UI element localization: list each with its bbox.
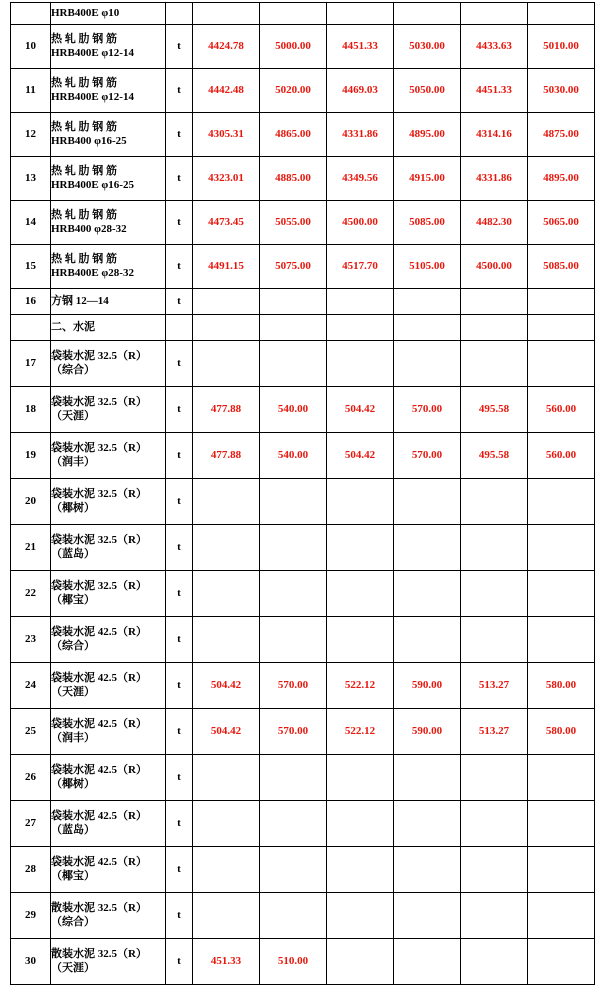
price-cell [528,571,595,617]
table-row [11,801,595,847]
price-cell: 540.00 [260,433,327,479]
material-name-cell [51,847,166,893]
unit-cell: t [166,663,193,709]
price-cell [394,801,461,847]
material-name-line2: （天涯） [51,685,95,698]
price-cell [327,617,394,663]
table-row [11,479,595,525]
row-number: 23 [11,617,51,663]
material-name-line2: HRB400E φ16-25 [51,178,134,191]
price-cell: 5050.00 [394,69,461,113]
price-cell [528,939,595,985]
price-cell: 4915.00 [394,157,461,201]
material-name-cell [51,433,166,479]
price-cell: 4500.00 [327,201,394,245]
table-row [11,939,595,985]
material-name-line1: 热 轧 肋 钢 筋 [51,120,117,133]
row-number: 22 [11,571,51,617]
material-name-line1: 袋装水泥 32.5（R） [51,579,147,592]
unit-cell: t [166,847,193,893]
price-cell: 522.12 [327,709,394,755]
price-cell [260,525,327,571]
price-cell [327,847,394,893]
row-number: 13 [11,157,51,201]
price-cell: 477.88 [193,387,260,433]
price-cell: 4451.33 [327,25,394,69]
table-row [11,525,595,571]
material-name-line1: 袋装水泥 32.5（R） [51,349,147,362]
price-cell [260,617,327,663]
price-cell: 5075.00 [260,245,327,289]
table-row [11,201,595,245]
price-cell: 4895.00 [394,113,461,157]
price-cell [461,617,528,663]
price-cell [260,755,327,801]
price-cell [461,479,528,525]
material-price-table [10,2,595,985]
price-cell: 4482.30 [461,201,528,245]
unit-cell: t [166,113,193,157]
price-cell [193,525,260,571]
price-cell: 4491.15 [193,245,260,289]
price-cell [461,315,528,341]
material-name-line2: HRB400E φ12-14 [51,90,134,103]
price-cell: 570.00 [260,663,327,709]
material-name-line2: （综合） [51,363,95,376]
row-number [11,3,51,25]
price-cell: 504.42 [327,387,394,433]
material-name-cell [51,341,166,387]
row-number: 17 [11,341,51,387]
price-cell: 4895.00 [528,157,595,201]
material-name-line1: HRB400E φ10 [51,6,120,19]
unit-cell: t [166,25,193,69]
price-cell [327,801,394,847]
price-cell [193,617,260,663]
price-cell: 513.27 [461,709,528,755]
price-cell: 560.00 [528,387,595,433]
material-name-line1: 袋装水泥 32.5（R） [51,441,147,454]
price-cell [193,3,260,25]
price-cell [193,801,260,847]
table-row [11,663,595,709]
unit-cell: t [166,69,193,113]
table-row [11,433,595,479]
material-name-cell [51,201,166,245]
price-cell [327,571,394,617]
material-name-line2: HRB400E φ28-32 [51,266,134,279]
price-cell [528,479,595,525]
material-name-line1: 袋装水泥 42.5（R） [51,717,147,730]
table-row [11,847,595,893]
price-cell [394,617,461,663]
price-cell: 4473.45 [193,201,260,245]
price-cell: 495.58 [461,433,528,479]
price-cell [528,289,595,315]
price-cell: 540.00 [260,387,327,433]
unit-cell: t [166,525,193,571]
material-name-line1: 袋装水泥 32.5（R） [51,487,147,500]
row-number: 11 [11,69,51,113]
table-row [11,709,595,755]
price-cell [528,3,595,25]
table-row [11,315,595,341]
price-cell: 4885.00 [260,157,327,201]
price-cell [461,893,528,939]
price-cell [394,571,461,617]
price-cell: 590.00 [394,709,461,755]
unit-cell: t [166,571,193,617]
material-name-line2: （天涯） [51,961,95,974]
price-cell [327,755,394,801]
price-cell [528,801,595,847]
price-cell: 5085.00 [394,201,461,245]
price-cell [528,315,595,341]
material-name-line1: 热 轧 肋 钢 筋 [51,164,117,177]
row-number: 14 [11,201,51,245]
table-row [11,571,595,617]
material-name-line1: 袋装水泥 32.5（R） [51,395,147,408]
row-number: 30 [11,939,51,985]
table-row [11,69,595,113]
price-cell: 5000.00 [260,25,327,69]
table-row [11,755,595,801]
table-body [11,3,595,985]
price-cell [327,315,394,341]
material-name-line2: （综合） [51,639,95,652]
price-cell: 4433.63 [461,25,528,69]
material-name-line1: 散装水泥 32.5（R） [51,901,147,914]
price-cell: 5020.00 [260,69,327,113]
price-cell [260,479,327,525]
price-cell [461,525,528,571]
price-cell: 560.00 [528,433,595,479]
price-cell: 580.00 [528,709,595,755]
price-cell [260,315,327,341]
material-name-line1: 袋装水泥 42.5（R） [51,763,147,776]
unit-cell: t [166,201,193,245]
row-number: 10 [11,25,51,69]
unit-cell: t [166,801,193,847]
unit-cell: t [166,939,193,985]
table-row [11,341,595,387]
price-cell: 4349.56 [327,157,394,201]
material-name-cell [51,801,166,847]
material-name-cell [51,663,166,709]
price-cell [193,847,260,893]
price-cell [528,755,595,801]
material-name-cell [51,479,166,525]
price-cell [394,525,461,571]
price-cell [394,315,461,341]
material-name-cell [51,25,166,69]
price-cell [461,801,528,847]
price-cell [394,479,461,525]
row-number [11,315,51,341]
row-number: 24 [11,663,51,709]
material-name-cell [51,157,166,201]
price-cell [327,525,394,571]
unit-cell: t [166,893,193,939]
price-cell [461,939,528,985]
price-cell [394,755,461,801]
material-name-cell [51,939,166,985]
price-cell: 4500.00 [461,245,528,289]
price-cell [528,525,595,571]
price-cell: 570.00 [260,709,327,755]
unit-cell: t [166,617,193,663]
price-cell [394,289,461,315]
material-name-line2: （蓝岛） [51,547,95,560]
material-name-cell [51,3,166,25]
table-row [11,25,595,69]
price-cell [193,571,260,617]
price-cell: 5010.00 [528,25,595,69]
material-name-line2: HRB400 φ28-32 [51,222,127,235]
price-cell: 4442.48 [193,69,260,113]
material-name-line2: （综合） [51,915,95,928]
table-row [11,617,595,663]
price-cell: 477.88 [193,433,260,479]
table-row [11,157,595,201]
material-name-cell [51,893,166,939]
row-number: 26 [11,755,51,801]
material-name-line1: 热 轧 肋 钢 筋 [51,208,117,221]
price-cell: 5030.00 [394,25,461,69]
price-cell: 590.00 [394,663,461,709]
price-cell [260,3,327,25]
material-name-cell [51,69,166,113]
price-cell: 4424.78 [193,25,260,69]
material-name-line2: （蓝岛） [51,823,95,836]
row-number: 19 [11,433,51,479]
price-cell [528,893,595,939]
price-cell: 504.42 [193,663,260,709]
unit-cell [166,3,193,25]
price-cell [394,3,461,25]
price-cell [461,341,528,387]
price-cell: 4323.01 [193,157,260,201]
price-cell [260,847,327,893]
price-cell: 4865.00 [260,113,327,157]
unit-cell: t [166,755,193,801]
material-name-line2: （润丰） [51,731,95,744]
material-name-line2: HRB400 φ16-25 [51,134,127,147]
price-cell [394,893,461,939]
unit-cell: t [166,479,193,525]
material-name-line2: （天涯） [51,409,95,422]
material-name-line1: 热 轧 肋 钢 筋 [51,76,117,89]
price-cell [260,289,327,315]
price-cell: 4305.31 [193,113,260,157]
material-name-line1: 热 轧 肋 钢 筋 [51,32,117,45]
price-cell: 5065.00 [528,201,595,245]
price-cell: 4875.00 [528,113,595,157]
material-name-line1: 袋装水泥 42.5（R） [51,809,147,822]
row-number: 18 [11,387,51,433]
material-name-cell [51,755,166,801]
unit-cell: t [166,433,193,479]
row-number: 21 [11,525,51,571]
price-cell [193,289,260,315]
price-cell: 4469.03 [327,69,394,113]
row-number: 12 [11,113,51,157]
unit-cell: t [166,289,193,315]
table-row [11,893,595,939]
row-number: 27 [11,801,51,847]
material-name-line2: （椰宝） [51,593,95,606]
material-name-line1: 袋装水泥 42.5（R） [51,625,147,638]
price-cell [260,801,327,847]
price-cell [327,893,394,939]
table-row [11,289,595,315]
row-number: 29 [11,893,51,939]
material-name-line2: （润丰） [51,455,95,468]
price-cell: 504.42 [327,433,394,479]
material-name-cell [51,571,166,617]
price-cell [193,893,260,939]
price-cell: 570.00 [394,387,461,433]
price-cell [394,939,461,985]
material-name-cell [51,289,166,315]
price-cell [461,571,528,617]
unit-cell: t [166,341,193,387]
table-row [11,113,595,157]
section-heading: 二、水泥 [51,315,166,341]
price-cell: 4451.33 [461,69,528,113]
price-cell: 4517.70 [327,245,394,289]
material-name-cell [51,387,166,433]
price-cell [528,847,595,893]
price-cell: 570.00 [394,433,461,479]
price-cell: 580.00 [528,663,595,709]
price-cell: 510.00 [260,939,327,985]
price-cell: 513.27 [461,663,528,709]
price-cell [260,571,327,617]
price-cell [394,847,461,893]
material-name-cell [51,113,166,157]
material-name-line1: 散装水泥 32.5（R） [51,947,147,960]
material-name-line2: HRB400E φ12-14 [51,46,134,59]
price-cell: 5030.00 [528,69,595,113]
table-row [11,3,595,25]
material-name-line2: （椰树） [51,501,95,514]
price-cell [327,289,394,315]
material-name-line2: （椰树） [51,777,95,790]
row-number: 15 [11,245,51,289]
price-cell: 4331.86 [327,113,394,157]
unit-cell: t [166,245,193,289]
price-cell: 504.42 [193,709,260,755]
price-cell [461,3,528,25]
material-name-cell [51,525,166,571]
material-name-cell [51,245,166,289]
material-name-line2: （椰宝） [51,869,95,882]
material-name-cell [51,709,166,755]
price-cell [193,479,260,525]
price-cell [327,3,394,25]
price-cell [461,755,528,801]
price-cell [461,847,528,893]
price-cell [260,893,327,939]
material-name-line1: 热 轧 肋 钢 筋 [51,252,117,265]
material-name-cell [51,617,166,663]
row-number: 28 [11,847,51,893]
unit-cell: t [166,387,193,433]
price-cell [327,479,394,525]
price-cell: 5055.00 [260,201,327,245]
unit-cell: t [166,157,193,201]
price-cell: 451.33 [193,939,260,985]
price-cell: 4331.86 [461,157,528,201]
price-cell: 522.12 [327,663,394,709]
price-cell [528,617,595,663]
price-cell [394,341,461,387]
unit-cell [166,315,193,341]
price-cell [327,939,394,985]
material-name-line1: 袋装水泥 32.5（R） [51,533,147,546]
table-row [11,245,595,289]
material-name-line1: 袋装水泥 42.5（R） [51,855,147,868]
unit-cell: t [166,709,193,755]
price-cell [461,289,528,315]
price-cell [193,755,260,801]
price-cell [193,341,260,387]
row-number: 25 [11,709,51,755]
table-row [11,387,595,433]
row-number: 20 [11,479,51,525]
price-cell: 4314.16 [461,113,528,157]
price-cell: 5105.00 [394,245,461,289]
price-cell [327,341,394,387]
price-cell [193,315,260,341]
material-name-line1: 袋装水泥 42.5（R） [51,671,147,684]
price-cell: 495.58 [461,387,528,433]
price-cell [528,341,595,387]
price-cell [260,341,327,387]
material-name-line1: 方钢 12—14 [51,294,109,307]
row-number: 16 [11,289,51,315]
price-cell: 5085.00 [528,245,595,289]
